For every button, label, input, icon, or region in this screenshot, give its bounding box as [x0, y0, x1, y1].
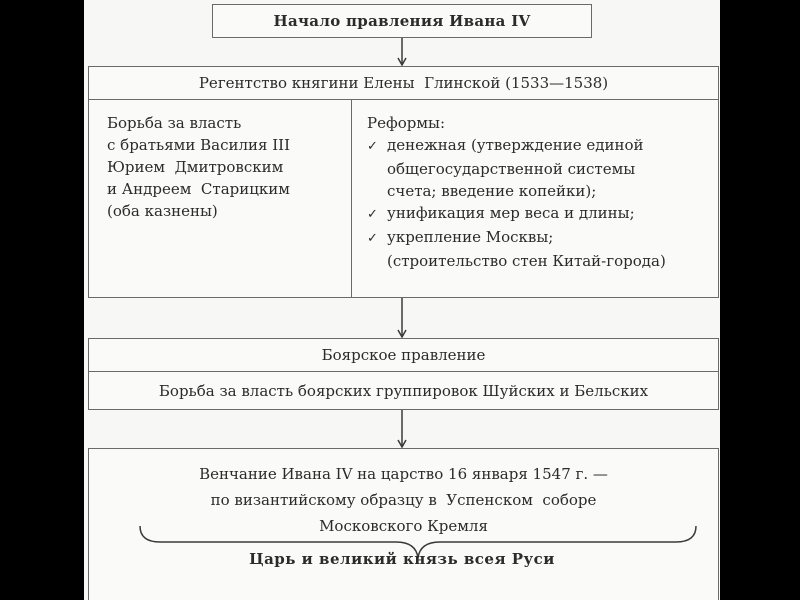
boyar-struggle-box: [88, 372, 719, 410]
boyar-rule-heading: Боярское правление: [321, 346, 486, 364]
down-arrow-icon: [396, 38, 408, 66]
reform-line: унификация мер веса и длины;: [387, 204, 635, 222]
boyar-struggle-text: Борьба за власть боярских группировок Шуйских и Бельских: [158, 381, 649, 400]
coronation-line: Венчание Ивана IV на царство 16 января 1547 г. —: [199, 465, 608, 483]
struggle-line: с братьями Василия III: [107, 136, 291, 154]
reform-line: общегосударственной системы: [387, 160, 636, 178]
reform-line: укрепление Москвы;: [387, 228, 554, 246]
regency-heading-box: [88, 66, 719, 100]
diagram-page: [84, 0, 720, 600]
regency-struggle: [107, 112, 337, 222]
reforms-list: [367, 134, 712, 272]
reform-line: денежная (утверждение единой: [387, 136, 644, 154]
coronation-line: по византийскому образцу в Успенском соборе: [210, 491, 597, 509]
tsar-title: Царь и великий князь всея Руси: [249, 550, 555, 568]
regency-details-box: [88, 100, 719, 298]
down-arrow-icon: [396, 298, 408, 338]
boyar-rule-box: [88, 338, 719, 372]
reform-item: [367, 202, 712, 226]
checkmark-icon: ✓: [367, 231, 378, 246]
title-box: [212, 4, 592, 38]
reforms-title: Реформы:: [367, 114, 446, 132]
struggle-line: Борьба за власть: [107, 114, 242, 132]
checkmark-icon: ✓: [367, 139, 378, 154]
regency-heading: Регентство княгини Елены Глинской (1533—1538): [198, 74, 609, 92]
reform-line: (строительство стен Китай-города): [387, 252, 666, 270]
regency-reforms: [367, 112, 712, 272]
struggle-line: (оба казнены): [107, 202, 218, 220]
checkmark-icon: ✓: [367, 207, 378, 222]
coronation-line: Московского Кремля: [319, 517, 488, 535]
reform-item: [367, 226, 712, 250]
reform-item: [367, 134, 712, 158]
struggle-line: Юрием Дмитровским: [107, 158, 284, 176]
down-arrow-icon: [396, 410, 408, 448]
struggle-line: и Андреем Старицким: [107, 180, 290, 198]
column-divider: [351, 100, 352, 297]
title-text: Начало правления Ивана IV: [273, 12, 531, 30]
reform-line: счета; введение копейки);: [387, 182, 597, 200]
